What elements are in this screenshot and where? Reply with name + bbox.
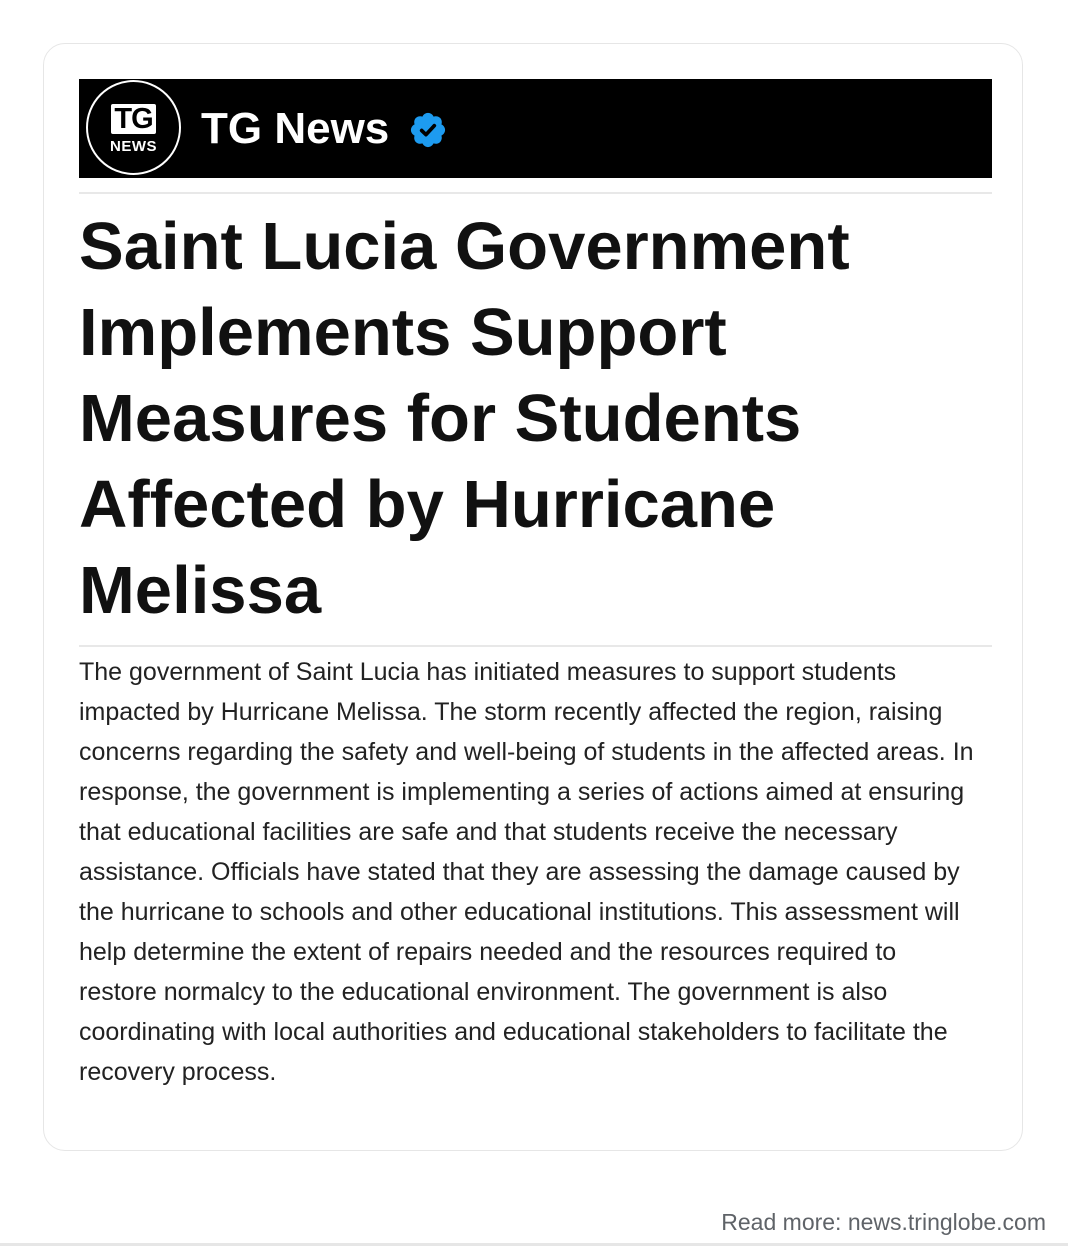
logo-news-text: NEWS (110, 137, 157, 155)
source-name: TG News (201, 104, 390, 153)
read-more-link[interactable]: Read more: news.tringlobe.com (721, 1209, 1046, 1235)
article-headline: Saint Lucia Government Implements Support Measures for Students Affected by Hurricane Melissa (79, 209, 850, 628)
headline-divider (79, 645, 992, 647)
header-divider (79, 192, 992, 194)
verified-badge-icon (408, 110, 448, 150)
tg-news-logo (86, 80, 181, 175)
source-banner (79, 79, 992, 178)
news-card (43, 43, 1023, 1151)
logo-tg-text: TG (111, 104, 155, 134)
article-body: The government of Saint Lucia has initiated measures to support students impacted by Hurricane Melissa. The storm recently affected the region, raising concerns regarding the safety and well-being of students in the affected areas. In response, the government is implementing a series of actions aimed at ensuring that educational facilities are safe and that students receive the necessary assistance. Officials have stated that they are assessing the damage caused by the hurricane to schools and other educational institutions. This assessment will help determine the extent of repairs needed and the resources required to restore normalcy to the educational environment. The government is also coordinating with local authorities and educational stakeholders to facilitate the recovery process. (79, 658, 974, 1086)
